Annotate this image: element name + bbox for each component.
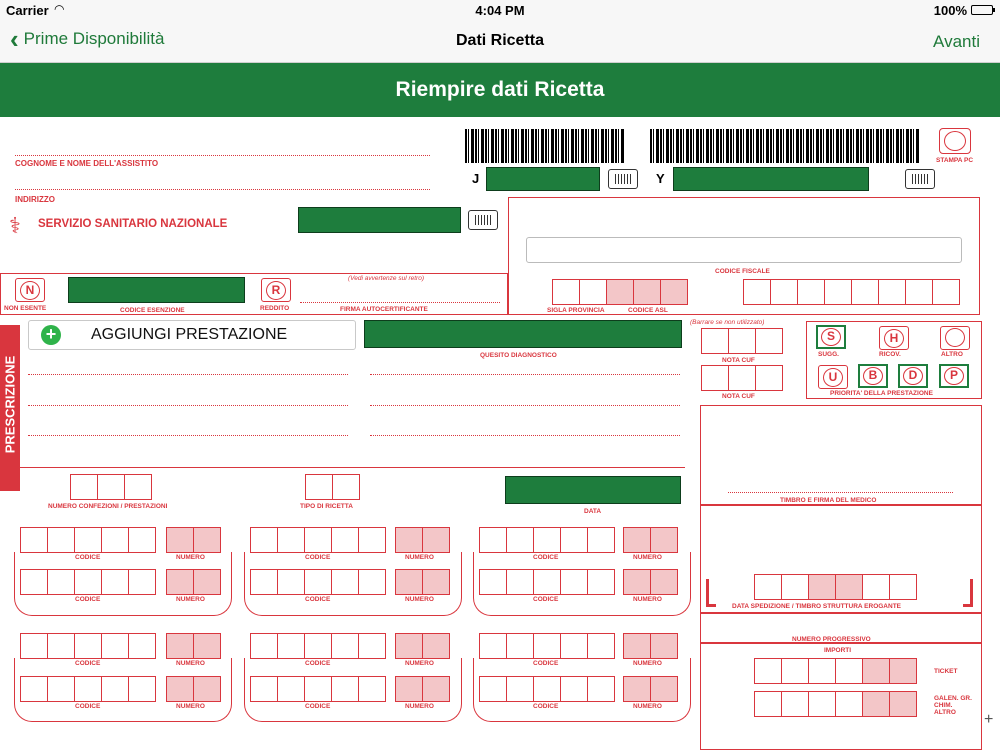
data-label: DATA — [584, 508, 602, 515]
sigla-provincia-label: SIGLA PROVINCIA — [547, 307, 605, 314]
altro-label: ALTRO — [941, 351, 963, 358]
crosshair-icon: + — [984, 711, 994, 728]
non-esente-checkbox[interactable]: N — [15, 278, 45, 302]
prestazione-bracket — [14, 552, 232, 616]
codice-cells[interactable] — [250, 633, 385, 659]
reddito-label: REDDITO — [260, 305, 290, 312]
ricov-label: RICOV. — [879, 351, 901, 358]
codice-label: CODICE — [305, 703, 331, 710]
code-mark-right: Y — [656, 171, 665, 186]
presc-line — [370, 374, 680, 375]
indirizzo-label: INDIRIZZO — [15, 195, 55, 204]
barcode-scan-icon[interactable] — [905, 169, 935, 189]
indirizzo-line — [15, 189, 430, 190]
timbro-box — [700, 405, 982, 505]
numero-label: NUMERO — [176, 660, 205, 667]
quesito-diagnostico-field[interactable] — [364, 320, 682, 348]
sugg-label: SUGG. — [818, 351, 839, 358]
codice-cells[interactable] — [20, 633, 155, 659]
codice-esenzione-field[interactable] — [68, 277, 245, 303]
numero-cells[interactable] — [395, 633, 449, 659]
barcode-left — [465, 129, 625, 163]
nota-cuf-label-1: NOTA CUF — [722, 357, 755, 364]
code-mark-left: J — [472, 171, 480, 186]
barcode-scan-icon[interactable] — [468, 210, 498, 230]
codice-label: CODICE — [305, 660, 331, 667]
plus-icon: + — [41, 325, 61, 345]
codice-cells[interactable] — [479, 633, 614, 659]
numero-label: NUMERO — [405, 703, 434, 710]
add-prestazione-button[interactable] — [28, 320, 356, 350]
priorita-d-checkbox[interactable]: D — [898, 364, 928, 388]
nota-cuf-label-2: NOTA CUF — [722, 393, 755, 400]
priorita-p-checkbox[interactable]: P — [939, 364, 969, 388]
tipo-ricetta-cells[interactable] — [305, 474, 359, 500]
status-bar — [0, 0, 1000, 20]
quesito-label: QUESITO DIAGNOSTICO — [480, 352, 557, 359]
stampa-pc-label: STAMPA PC — [936, 157, 974, 164]
status-time: 4:04 PM — [475, 3, 525, 18]
reddito-checkbox[interactable]: R — [261, 278, 291, 302]
data-spedizione-cells[interactable] — [754, 574, 916, 600]
carrier-label: Carrier — [6, 3, 49, 18]
chevron-left-icon: ‹ — [10, 24, 19, 54]
prestazione-bracket — [473, 552, 691, 616]
non-esente-label: NON ESENTE — [4, 305, 47, 312]
codice-label: CODICE — [305, 596, 331, 603]
bracket-right — [963, 579, 973, 607]
back-button-label: Prime Disponibilità — [23, 29, 165, 48]
firma-line — [300, 302, 500, 303]
numero-cells[interactable] — [623, 633, 677, 659]
prestazione-bracket — [14, 658, 232, 722]
add-prestazione-label: AGGIUNGI PRESTAZIONE — [91, 326, 288, 343]
numero-cells[interactable] — [166, 633, 220, 659]
nav-title: Dati Ricetta — [455, 32, 545, 49]
nota-cuf-cells-1[interactable] — [701, 328, 782, 354]
codice-label: CODICE — [533, 660, 559, 667]
ticket-label: TICKET — [934, 668, 958, 675]
numero-label: NUMERO — [176, 596, 205, 603]
bracket-left — [706, 579, 716, 607]
ticket-cells[interactable] — [754, 658, 916, 684]
prestazione-bracket — [244, 658, 462, 722]
battery-icon — [971, 5, 993, 15]
numero-confezioni-label: NUMERO CONFEZIONI / PRESTAZIONI — [48, 503, 168, 510]
altro-checkbox[interactable] — [940, 326, 970, 350]
priorita-b-checkbox[interactable]: B — [858, 364, 888, 388]
page-header: Riempire dati Ricetta — [0, 63, 1000, 117]
priorita-label: PRIORITA' DELLA PRESTAZIONE — [830, 390, 933, 397]
prestazione-bracket — [244, 552, 462, 616]
codice-label: CODICE — [305, 554, 331, 561]
importi-label: IMPORTI — [824, 647, 852, 654]
codice-label: CODICE — [533, 596, 559, 603]
codice-asl-label: CODICE ASL — [628, 307, 668, 314]
numero-label: NUMERO — [405, 596, 434, 603]
navigation-bar — [0, 20, 1000, 63]
numero-label: NUMERO — [176, 703, 205, 710]
codice-label: CODICE — [75, 660, 101, 667]
numero-label: NUMERO — [633, 703, 662, 710]
prescrizione-label: PRESCRIZIONE — [2, 355, 18, 454]
firma-label: FIRMA AUTOCERTIFICANTE — [340, 306, 428, 313]
priorita-u-checkbox[interactable]: U — [818, 365, 848, 389]
codice-label: CODICE — [75, 703, 101, 710]
ricov-checkbox[interactable]: H — [879, 326, 909, 350]
numero-label: NUMERO — [405, 554, 434, 561]
timbro-line — [728, 492, 953, 493]
presc-line — [28, 405, 348, 406]
presc-line — [28, 435, 348, 436]
numero-confezioni-cells[interactable] — [70, 474, 151, 500]
codice-label: CODICE — [533, 554, 559, 561]
presc-line — [28, 374, 348, 375]
battery-percent: 100% — [933, 3, 967, 18]
nota-cuf-cells-2[interactable] — [701, 365, 782, 391]
numero-progressivo-label: NUMERO PROGRESSIVO — [792, 636, 871, 643]
presc-line — [370, 405, 680, 406]
ricetta-code-left-field[interactable] — [486, 167, 600, 191]
cognome-line — [15, 155, 430, 156]
barcode-scan-icon[interactable] — [608, 169, 638, 189]
next-button[interactable]: Avanti — [933, 32, 980, 51]
codice-esenzione-label: CODICE ESENZIONE — [120, 307, 185, 314]
barrare-label: (Barrare se non utilizzato) — [690, 319, 765, 326]
codice-cells[interactable] — [20, 527, 155, 553]
cognome-label: COGNOME E NOME DELL'ASSISTITO — [15, 159, 159, 168]
codice-fiscale-label: CODICE FISCALE — [715, 268, 770, 275]
numero-label: NUMERO — [633, 554, 662, 561]
numero-cells[interactable] — [166, 527, 220, 553]
sugg-checkbox[interactable]: S — [816, 325, 846, 349]
timbro-label: TIMBRO E FIRMA DEL MEDICO — [780, 497, 877, 504]
vedi-avvertenze-label: (Vedi avvertenze sul retro) — [348, 275, 424, 282]
barcode-right — [650, 129, 920, 163]
codice-cells[interactable] — [479, 527, 614, 553]
numero-label: NUMERO — [405, 660, 434, 667]
tipo-ricetta-label: TIPO DI RICETTA — [300, 503, 353, 510]
data-spedizione-label: DATA SPEDIZIONE / TIMBRO STRUTTURA EROGANTE — [732, 603, 901, 610]
numero-cells[interactable] — [395, 527, 449, 553]
codice-cells[interactable] — [250, 527, 385, 553]
presc-divider — [20, 467, 685, 468]
codice-fiscale-input[interactable] — [526, 237, 962, 263]
numero-label: NUMERO — [176, 554, 205, 561]
codice-label: CODICE — [75, 596, 101, 603]
numero-cells[interactable] — [623, 527, 677, 553]
codice-label: CODICE — [533, 703, 559, 710]
galen-label: GALEN. GR. CHIM. ALTRO — [934, 695, 972, 716]
numero-label: NUMERO — [633, 596, 662, 603]
galen-cells[interactable] — [754, 691, 916, 717]
ricetta-code-right-field[interactable] — [673, 167, 869, 191]
data-field[interactable] — [505, 476, 681, 504]
prestazione-bracket — [473, 658, 691, 722]
sigla-provincia-cells[interactable] — [552, 279, 687, 305]
wifi-icon: ◠ — [54, 2, 65, 16]
ssn-label: SERVIZIO SANITARIO NAZIONALE — [38, 218, 228, 230]
prescrizione-band — [0, 325, 20, 491]
codice-asl-cells[interactable] — [743, 279, 959, 305]
prescription-form — [0, 117, 1000, 750]
codice-label: CODICE — [75, 554, 101, 561]
stampa-pc-box — [939, 128, 971, 154]
caduceus-icon: ⚕ — [9, 213, 21, 238]
numero-label: NUMERO — [633, 660, 662, 667]
ssn-field[interactable] — [298, 207, 461, 233]
presc-line — [370, 435, 680, 436]
